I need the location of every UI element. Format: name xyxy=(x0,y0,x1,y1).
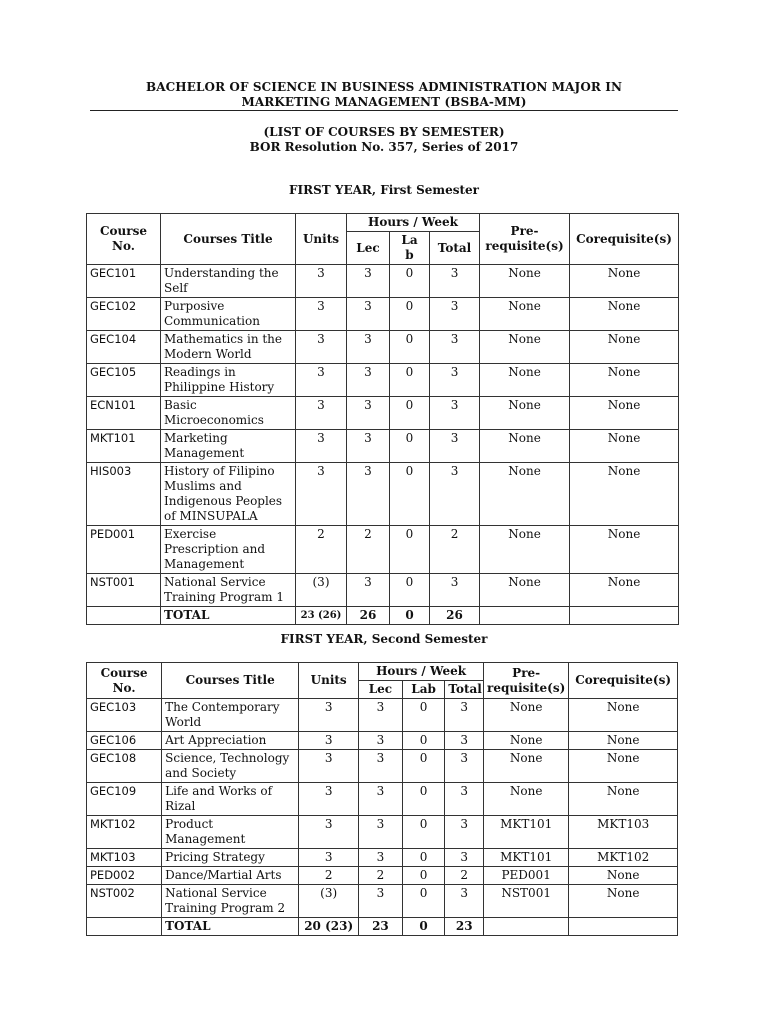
total-hours-cell: 3 xyxy=(445,699,484,732)
prerequisite-cell: None xyxy=(484,783,569,816)
lec-cell: 3 xyxy=(359,783,403,816)
units-cell: 3 xyxy=(299,783,359,816)
units-cell: 3 xyxy=(296,265,347,298)
lec-cell: 3 xyxy=(359,816,403,849)
total-hours-cell: 3 xyxy=(430,364,480,397)
table-row xyxy=(87,430,679,463)
header-course-no: Course No. xyxy=(87,214,161,265)
list-subtitle: (LIST OF COURSES BY SEMESTER) xyxy=(263,125,505,139)
total-hours-cell: 3 xyxy=(445,816,484,849)
lab-cell: 0 xyxy=(402,783,445,816)
header-course-title: Courses Title xyxy=(162,663,299,699)
units-cell: 3 xyxy=(296,397,347,430)
header-total: Total xyxy=(430,232,480,265)
table-row xyxy=(87,265,679,298)
corequisite-cell: None xyxy=(570,526,679,574)
course-code-cell: MKT103 xyxy=(87,849,162,867)
corequisite-cell: None xyxy=(570,430,679,463)
corequisite-cell: None xyxy=(569,750,678,783)
program-title xyxy=(90,80,678,110)
prerequisite-cell: None xyxy=(480,574,570,607)
lec-cell: 3 xyxy=(359,885,403,918)
course-title-cell: National Service Training Program 2 xyxy=(162,885,299,918)
units-cell: 3 xyxy=(296,430,347,463)
header-prerequisite: Pre- requisite(s) xyxy=(484,663,569,699)
total-hours-cell: 3 xyxy=(445,849,484,867)
course-title-cell: Marketing Management xyxy=(161,430,296,463)
table-row xyxy=(87,574,679,607)
lec-cell: 3 xyxy=(359,849,403,867)
lec-cell: 3 xyxy=(347,397,390,430)
total-hours-cell: 2 xyxy=(430,526,480,574)
lab-cell: 0 xyxy=(402,699,445,732)
total-lec-cell: 23 xyxy=(359,918,403,936)
corequisite-cell: None xyxy=(570,364,679,397)
prerequisite-cell: None xyxy=(484,750,569,783)
course-code-cell: GEC103 xyxy=(87,699,162,732)
total-lec-cell: 26 xyxy=(347,607,390,625)
header-units: Units xyxy=(296,214,347,265)
course-title-cell: Science, Technology and Society xyxy=(162,750,299,783)
table-row xyxy=(87,750,678,783)
lab-cell: 0 xyxy=(402,885,445,918)
lab-cell: 0 xyxy=(390,574,430,607)
sem1-body xyxy=(87,265,679,625)
lec-cell: 3 xyxy=(347,331,390,364)
units-cell: 3 xyxy=(299,732,359,750)
total-hours-cell: 3 xyxy=(445,885,484,918)
semester-heading: FIRST YEAR, Second Semester xyxy=(280,632,488,646)
prerequisite-cell: None xyxy=(484,732,569,750)
corequisite-cell: None xyxy=(569,783,678,816)
units-cell: 3 xyxy=(299,816,359,849)
total-empty-cell xyxy=(570,607,679,625)
course-code-cell: GEC109 xyxy=(87,783,162,816)
course-code-cell: MKT101 xyxy=(87,430,161,463)
table-row xyxy=(87,885,678,918)
course-code-cell: NST002 xyxy=(87,885,162,918)
lab-cell: 0 xyxy=(402,816,445,849)
corequisite-cell: None xyxy=(570,331,679,364)
header-course-no: Course No. xyxy=(87,663,162,699)
course-title-cell: Pricing Strategy xyxy=(162,849,299,867)
table-row xyxy=(87,526,679,574)
table-row xyxy=(87,699,678,732)
units-cell: 3 xyxy=(299,699,359,732)
corequisite-cell: None xyxy=(570,298,679,331)
lec-cell: 3 xyxy=(359,699,403,732)
resolution-text: BOR Resolution No. 357, Series of 2017 xyxy=(249,140,519,154)
corequisite-cell: None xyxy=(569,699,678,732)
course-title-cell: Basic Microeconomics xyxy=(161,397,296,430)
course-title-cell: Readings in Philippine History xyxy=(161,364,296,397)
prerequisite-cell: None xyxy=(480,397,570,430)
course-code-cell: GEC106 xyxy=(87,732,162,750)
course-code-cell: GEC102 xyxy=(87,298,161,331)
lab-cell: 0 xyxy=(390,331,430,364)
header-corequisite: Corequisite(s) xyxy=(569,663,678,699)
lec-cell: 3 xyxy=(347,265,390,298)
total-hours-cell: 3 xyxy=(445,750,484,783)
lec-cell: 2 xyxy=(359,867,403,885)
header-units: Units xyxy=(299,663,359,699)
course-title-cell: Product Management xyxy=(162,816,299,849)
total-hours-cell: 3 xyxy=(430,574,480,607)
lab-cell: 0 xyxy=(390,397,430,430)
corequisite-cell: None xyxy=(569,885,678,918)
total-empty-cell xyxy=(569,918,678,936)
lab-cell: 0 xyxy=(390,364,430,397)
prerequisite-cell: MKT101 xyxy=(484,849,569,867)
total-spacer-cell xyxy=(87,918,162,936)
total-hours-cell: 3 xyxy=(430,463,480,526)
lab-cell: 0 xyxy=(390,526,430,574)
lec-cell: 2 xyxy=(347,526,390,574)
course-code-cell: NST001 xyxy=(87,574,161,607)
program-title-line1: BACHELOR OF SCIENCE IN BUSINESS ADMINISTRATION MAJOR IN xyxy=(145,80,623,94)
lec-cell: 3 xyxy=(347,463,390,526)
course-title-cell: Art Appreciation xyxy=(162,732,299,750)
table-row xyxy=(87,783,678,816)
prerequisite-cell: PED001 xyxy=(484,867,569,885)
course-title-cell: Exercise Prescription and Management xyxy=(161,526,296,574)
course-title-cell: Purposive Communication xyxy=(161,298,296,331)
courses-table-sem1 xyxy=(86,213,679,625)
corequisite-cell: MKT103 xyxy=(569,816,678,849)
course-code-cell: PED002 xyxy=(87,867,162,885)
units-cell: (3) xyxy=(299,885,359,918)
units-cell: 2 xyxy=(296,526,347,574)
lab-cell: 0 xyxy=(402,849,445,867)
table-row xyxy=(87,298,679,331)
corequisite-cell: None xyxy=(570,574,679,607)
lab-cell: 0 xyxy=(390,298,430,331)
course-code-cell: GEC108 xyxy=(87,750,162,783)
course-title-cell: Mathematics in the Modern World xyxy=(161,331,296,364)
prerequisite-cell: None xyxy=(480,430,570,463)
semester-heading: FIRST YEAR, First Semester xyxy=(289,183,479,197)
prerequisite-cell: None xyxy=(480,265,570,298)
units-cell: 3 xyxy=(296,298,347,331)
total-row xyxy=(87,918,678,936)
corequisite-cell: None xyxy=(569,867,678,885)
total-label-cell: TOTAL xyxy=(161,607,296,625)
table-row xyxy=(87,397,679,430)
table-row xyxy=(87,331,679,364)
prerequisite-cell: None xyxy=(480,298,570,331)
total-hours-cell: 3 xyxy=(430,265,480,298)
table-row xyxy=(87,849,678,867)
units-cell: (3) xyxy=(296,574,347,607)
lab-cell: 0 xyxy=(402,732,445,750)
lec-cell: 3 xyxy=(347,430,390,463)
prerequisite-cell: None xyxy=(480,526,570,574)
units-cell: 3 xyxy=(299,849,359,867)
header-lec: Lec xyxy=(359,681,403,699)
course-title-cell: National Service Training Program 1 xyxy=(161,574,296,607)
course-code-cell: HIS003 xyxy=(87,463,161,526)
total-units-cell: 20 (23) xyxy=(299,918,359,936)
course-code-cell: MKT102 xyxy=(87,816,162,849)
total-hours-cell: 3 xyxy=(430,430,480,463)
course-code-cell: GEC105 xyxy=(87,364,161,397)
header-hours-week: Hours / Week xyxy=(347,214,480,232)
prerequisite-cell: MKT101 xyxy=(484,816,569,849)
units-cell: 2 xyxy=(299,867,359,885)
lec-cell: 3 xyxy=(347,574,390,607)
table-row xyxy=(87,463,679,526)
lec-cell: 3 xyxy=(347,298,390,331)
header-lab: La b xyxy=(390,232,430,265)
total-total-cell: 23 xyxy=(445,918,484,936)
total-empty-cell xyxy=(480,607,570,625)
prerequisite-cell: None xyxy=(484,699,569,732)
title-divider xyxy=(90,110,678,111)
prerequisite-cell: NST001 xyxy=(484,885,569,918)
corequisite-cell: None xyxy=(570,265,679,298)
total-row xyxy=(87,607,679,625)
sem2-body xyxy=(87,699,678,936)
lec-cell: 3 xyxy=(359,750,403,783)
prerequisite-cell: None xyxy=(480,463,570,526)
table-row xyxy=(87,867,678,885)
corequisite-cell: MKT102 xyxy=(569,849,678,867)
total-label-cell: TOTAL xyxy=(162,918,299,936)
total-hours-cell: 2 xyxy=(445,867,484,885)
course-title-cell: Understanding the Self xyxy=(161,265,296,298)
courses-table-sem2 xyxy=(86,662,678,936)
header-lab: Lab xyxy=(402,681,445,699)
lab-cell: 0 xyxy=(402,867,445,885)
course-title-cell: The Contemporary World xyxy=(162,699,299,732)
total-total-cell: 26 xyxy=(430,607,480,625)
lab-cell: 0 xyxy=(390,430,430,463)
corequisite-cell: None xyxy=(570,463,679,526)
total-hours-cell: 3 xyxy=(430,331,480,364)
course-code-cell: GEC101 xyxy=(87,265,161,298)
prerequisite-cell: None xyxy=(480,364,570,397)
total-spacer-cell xyxy=(87,607,161,625)
course-title-cell: Life and Works of Rizal xyxy=(162,783,299,816)
header-hours-week: Hours / Week xyxy=(359,663,484,681)
lab-cell: 0 xyxy=(390,265,430,298)
total-hours-cell: 3 xyxy=(430,298,480,331)
lec-cell: 3 xyxy=(359,732,403,750)
program-title-line2: MARKETING MANAGEMENT (BSBA-MM) xyxy=(241,95,527,109)
table-row xyxy=(87,732,678,750)
units-cell: 3 xyxy=(296,463,347,526)
course-code-cell: ECN101 xyxy=(87,397,161,430)
header-total: Total xyxy=(445,681,484,699)
course-title-cell: Dance/Martial Arts xyxy=(162,867,299,885)
course-code-cell: PED001 xyxy=(87,526,161,574)
lab-cell: 0 xyxy=(390,463,430,526)
total-lab-cell: 0 xyxy=(402,918,445,936)
header-corequisite: Corequisite(s) xyxy=(570,214,679,265)
header-course-title: Courses Title xyxy=(161,214,296,265)
course-code-cell: GEC104 xyxy=(87,331,161,364)
course-title-cell: History of Filipino Muslims and Indigenous Peoples of MINSUPALA xyxy=(161,463,296,526)
prerequisite-cell: None xyxy=(480,331,570,364)
lab-cell: 0 xyxy=(402,750,445,783)
corequisite-cell: None xyxy=(570,397,679,430)
total-hours-cell: 3 xyxy=(445,732,484,750)
total-units-cell: 23 (26) xyxy=(296,607,347,625)
total-lab-cell: 0 xyxy=(390,607,430,625)
total-empty-cell xyxy=(484,918,569,936)
units-cell: 3 xyxy=(299,750,359,783)
units-cell: 3 xyxy=(296,331,347,364)
corequisite-cell: None xyxy=(569,732,678,750)
header-lec: Lec xyxy=(347,232,390,265)
lec-cell: 3 xyxy=(347,364,390,397)
header-prerequisite: Pre- requisite(s) xyxy=(480,214,570,265)
total-hours-cell: 3 xyxy=(430,397,480,430)
table-row xyxy=(87,816,678,849)
total-hours-cell: 3 xyxy=(445,783,484,816)
table-row xyxy=(87,364,679,397)
units-cell: 3 xyxy=(296,364,347,397)
